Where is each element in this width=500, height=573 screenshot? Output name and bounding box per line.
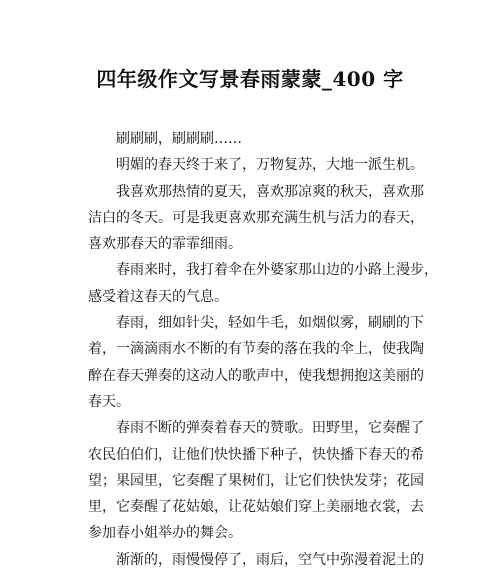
body-line: 春雨，细如针尖，轻如牛毛，如烟似雾，刷刷的下: [116, 315, 424, 332]
body-line: 我喜欢那热情的夏天，喜欢那凉爽的秋天，喜欢那: [116, 183, 424, 200]
body-line: 春天。: [88, 393, 130, 410]
body-line: 感受着这春天的气息。: [88, 288, 228, 305]
body-line: 明媚的春天终于来了，万物复苏，大地一派生机。: [116, 157, 424, 174]
body-line: 春雨不断的弹奏着春天的赞歌。田野里，它奏醒了: [116, 420, 424, 437]
body-line: 参加春小姐举办的舞会。: [88, 525, 242, 542]
document-body: [88, 126, 438, 573]
body-line: 望；果园里，它奏醒了果树们，让它们快快发芽；花园: [88, 472, 424, 489]
body-line: 醉在春天弹奏的这动人的歌声中，使我想拥抱这美丽的: [88, 367, 424, 384]
body-line: 里，它奏醒了花姑娘，让花姑娘们穿上美丽地衣裳，去: [88, 499, 424, 516]
body-line: 农民伯伯们，让他们快快播下种子，快快播下春天的希: [88, 446, 424, 463]
body-line: 喜欢那春天的霏霏细雨。: [88, 236, 242, 253]
body-line: 春雨来时，我打着伞在外婆家那山边的小路上漫步，: [116, 262, 438, 279]
body-line: 洁白的冬天。可是我更喜欢那充满生机与活力的春天，: [88, 209, 424, 226]
body-line: 渐渐的，雨慢慢停了，雨后，空气中弥漫着泥土的: [116, 551, 424, 568]
body-line: 着，一滴滴雨水不断的有节奏的落在我的伞上，使我陶: [88, 341, 424, 358]
document-title: 四年级作文写景春雨蒙蒙_400 字: [96, 67, 404, 91]
body-line: 刷刷刷，刷刷刷……: [116, 131, 242, 147]
